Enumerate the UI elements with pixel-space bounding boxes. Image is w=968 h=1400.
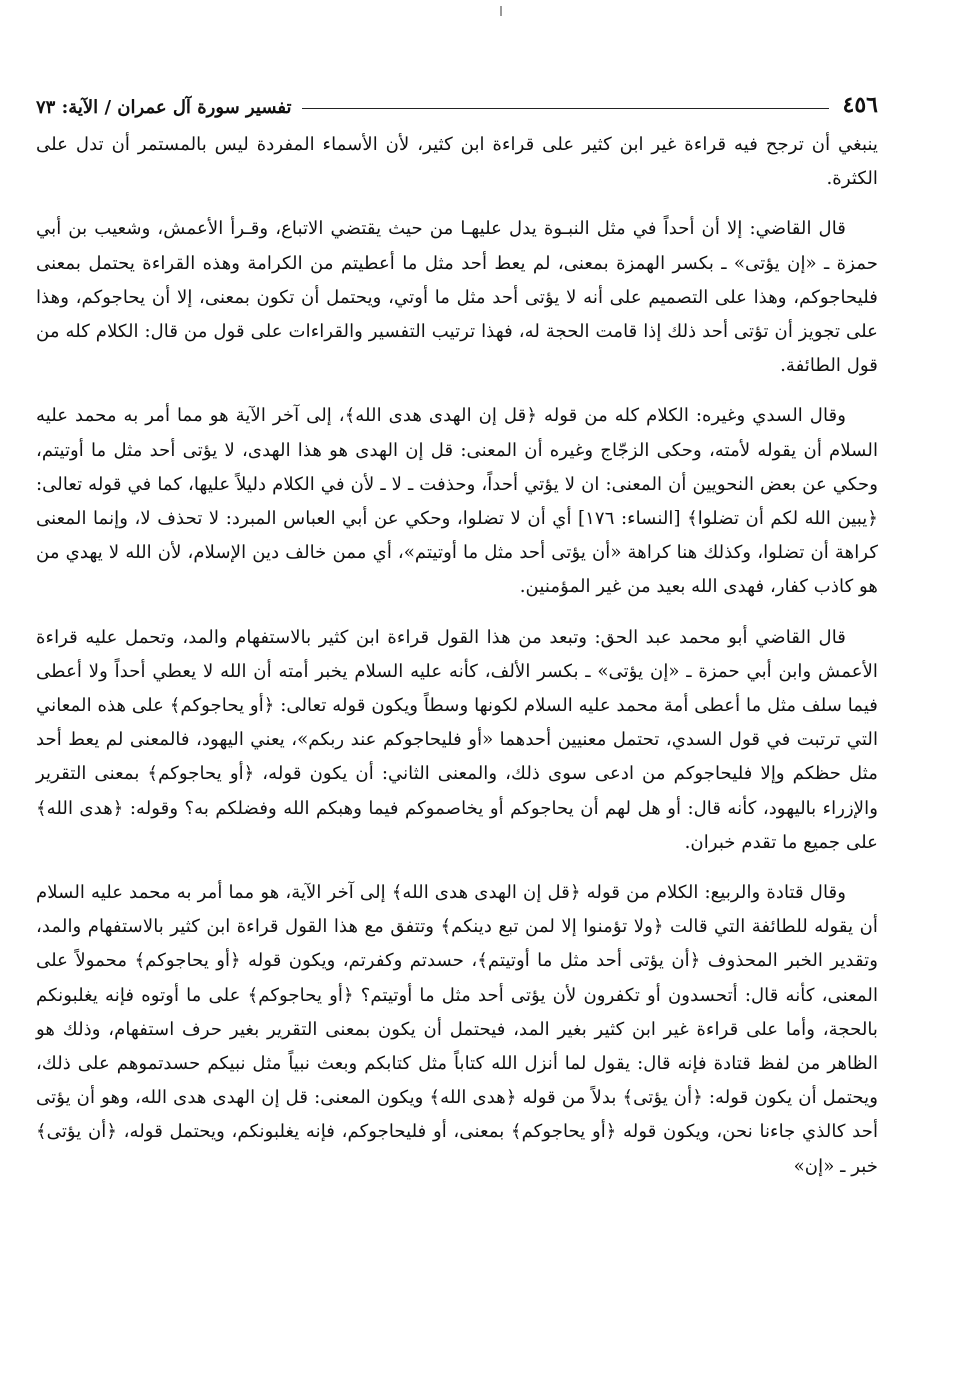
paragraph-suddi-opinion: وقال السدي وغيره: الكلام كله من قوله ﴿قل إن الهدى هدى الله﴾، إلى آخر الآية هو مما أمر به محمد عليه السلام أن يقوله لأمته، وحكى الزجّاج وغيره أن المعنى: قل إن الهدى هو هذا الهدى، لا يؤتى أحد مثل ما أوتيتم، وحكي عن بعض النحويين أن المعنى: ان لا يؤتي أحداً، وحذفت ـ لا ـ لأن في الكلام دليلاً عليها، كما في قوله تعالى: ﴿يبين الله لكم أن تضلوا﴾ [النساء: ١٧٦] أي أن لا تضلوا، وحكي عن أبي العباس المبرد: لا تحذف لا، وإنما المعنى كراهة أن تضلوا، وكذلك هنا كراهة «أن يؤتى أحد مثل ما أوتيتم»، أي ممن خالف دين الإسلام، لأن الله لا يهدي من هو كاذب كفار، فهدى الله بعيد من غير المؤمنين. bbox=[36, 405, 878, 598]
running-title: تفسير سورة آل عمران / الآية: ٧٣ bbox=[36, 97, 292, 118]
page-header bbox=[36, 88, 878, 118]
paragraph-abd-al-haqq: قال القاضي أبو محمد عبد الحق: وتبعد من هذا القول قراءة ابن كثير بالاستفهام والمد، وتحمل عليه قراءة الأعمش وابن أبي حمزة ـ «إن يؤتى» ـ بكسر الألف، كأنه عليه السلام يخبر أمته أن الله لا يعطي أحداً ولا أعطى فيما سلف مثل ما أعطى أمة محمد عليه السلام لكونها وسطاً ويكون قوله تعالى: ﴿أو يحاجوكم﴾ على هذه المعاني التي ترتبت في قول السدي، تحتمل معنيين أحدهما «أو فليحاجوكم عند ربكم»، يعني اليهود، فالمعنى لم يعط أحد مثل حظكم وإلا فليحاجوكم من ادعى سوى ذلك، والمعنى الثاني: أن يكون قوله، ﴿أو يحاجوكم﴾ بمعنى التقرير والإزراء باليهود، كأنه قال: أو هل لهم أن يحاجوكم أو يخاصموكم فيما وهبكم الله وفضلكم به؟ وقوله: ﴿هدى الله﴾ على جميع ما تقدم خبران. bbox=[36, 626, 878, 853]
paragraph-continuation: ينبغي أن ترجح فيه قراءة غير ابن كثير على قراءة ابن كثير، لأن الأسماء المفردة ليس بالمستمر أن تدل على الكثرة. bbox=[36, 134, 878, 190]
paragraph-qadi-comment: قال القاضي: إلا أن أحداً في مثل النبـوة يدل عليهـا من حيث يقتضي الاتباع، وقـرأ الأعمش، وشعيب بن أبي حمزة ـ «إن يؤتى» ـ بكسر الهمزة بمعنى، لم يعط أحد مثل ما أعطيتم من الكرامة وهذه القراءة يحتمل بمعنى فليحاجوكم، وهذا على التصميم على أنه لا يؤتى أحد مثل ما أوتي، ويحتمل أن تكون بمعنى، إلا أن يحاجوكم، وهذا على تجويز أن تؤتى أحد ذلك إذا قامت الحجة له، فهذا ترتيب التفسير والقراءات على قول من قال: الكلام كله من قول الطائفة. bbox=[36, 218, 878, 377]
scan-mark bbox=[500, 6, 502, 16]
body-text bbox=[36, 128, 878, 1184]
paragraph-qatada-opinion: وقال قتادة والربيع: الكلام من قوله ﴿قل إن الهدى هدى الله﴾ إلى آخر الآية، هو مما أمر به محمد عليه السلام أن يقوله للطائفة التي قالت ﴿ولا تؤمنوا إلا لمن تبع دينكم﴾ وتتفق مع هذا القول قراءة ابن كثير بالاستفهام والمد، وتقدير الخبر المحذوف ﴿أن يؤتى أحد مثل ما أوتيتم﴾، حسدتم وكفرتم، ويكون قوله ﴿أو يحاجوكم﴾ محمولاً على المعنى، كأنه قال: أتحسدون أو تكفرون لأن يؤتى أحد مثل ما أوتيتم؟ ﴿أو يحاجوكم﴾ على ما أوتوه فإنه يغلبونكم بالحجة، وأما على قراءة غير ابن كثير بغير المد، فيحتمل أن يكون بمعنى التقرير بغير حرف استفهام، وذلك هو الظاهر من لفظ قتادة فإنه قال: يقول لما أنزل الله كتاباً مثل كتابكم وبعث نبياً مثل نبيكم حسدتموهم على ذلك، ويحتمل أن يكون قوله: ﴿أن يؤتى﴾ بدلاً من قوله ﴿هدى الله﴾ ويكون المعنى: قل إن الهدى هدى الله، وهو أن يؤتى أحد كالذي جاءنا نحن، ويكون قوله ﴿أو يحاجوكم﴾ بمعنى، أو فليحاجوكم، فإنه يغلبونكم، ويحتمل قوله، ﴿أن يؤتى﴾ خبر ـ «إن» bbox=[36, 882, 878, 1177]
header-rule bbox=[302, 108, 829, 109]
book-page bbox=[36, 88, 878, 1200]
page-number: ٤٥٦ bbox=[842, 92, 878, 118]
